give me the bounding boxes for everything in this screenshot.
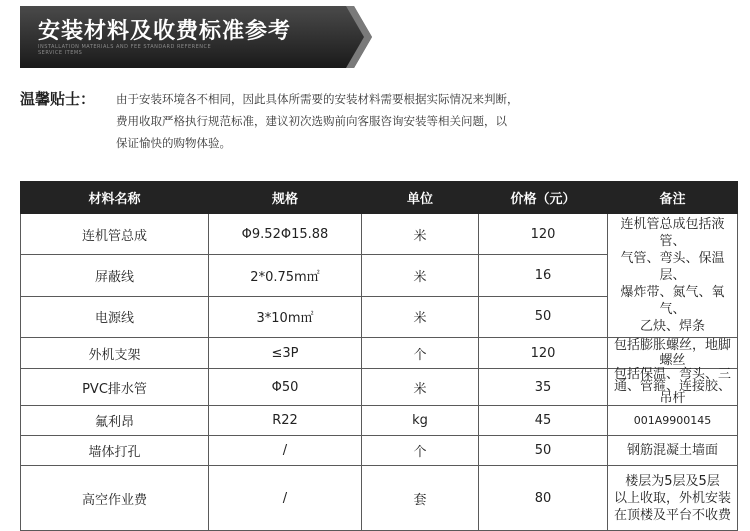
cell-spec: 2*0.75m㎡ <box>209 255 362 296</box>
cell-note: 包括膨胀螺丝，地脚螺丝 <box>608 338 738 369</box>
cell-name: 外机支架 <box>21 338 209 369</box>
table-row <box>21 406 738 436</box>
tips-line: 由于安装环境各不相同，因此具体所需要的安装材料需要根据实际情况来判断， <box>116 92 519 106</box>
cell-price: 120 <box>479 214 608 255</box>
cell-unit: 个 <box>362 436 479 466</box>
note-line: 气管、弯头、保温层、 <box>620 251 725 283</box>
materials-table <box>20 181 738 531</box>
table-row <box>21 466 738 531</box>
note-line: 爆炸带、氮气、氧气、 <box>620 285 725 317</box>
cell-spec: ≤3P <box>209 338 362 369</box>
cell-unit: kg <box>362 406 479 436</box>
note-line: 在顶楼及平台不收费 <box>613 507 731 523</box>
table-row <box>21 436 738 466</box>
banner-subtitle-line: SERVICE ITEMS <box>38 50 83 56</box>
banner-subtitle <box>38 44 211 56</box>
title-banner <box>20 6 372 68</box>
note-line: 以上收取，外机安装 <box>613 490 731 506</box>
table-row <box>21 214 738 255</box>
cell-unit: 米 <box>362 214 479 255</box>
cell-price: 50 <box>479 436 608 466</box>
cell-name: 墙体打孔 <box>21 436 209 466</box>
header-note: 备注 <box>608 182 738 214</box>
note-line: 乙炔、焊条 <box>639 319 705 334</box>
header-unit: 单位 <box>362 182 479 214</box>
cell-price: 80 <box>479 466 608 531</box>
tips-line: 费用收取严格执行规范标准，建议初次选购前向客服咨询安装等相关问题，以 <box>116 114 507 128</box>
cell-spec: R22 <box>209 406 362 436</box>
cell-note: 钢筋混凝土墙面 <box>608 436 738 466</box>
cell-price: 16 <box>479 255 608 296</box>
cell-unit: 米 <box>362 255 479 296</box>
note-line: 楼层为5层及5层 <box>625 473 720 489</box>
cell-name: 屏蔽线 <box>21 255 209 296</box>
cell-spec: 3*10m㎡ <box>209 296 362 337</box>
cell-unit: 米 <box>362 296 479 337</box>
cell-name: 连机管总成 <box>21 214 209 255</box>
cell-note <box>608 466 738 531</box>
table-row <box>21 369 738 406</box>
tips-line: 保证愉快的购物体验。 <box>116 136 231 150</box>
cell-spec: Φ9.52Φ15.88 <box>209 214 362 255</box>
cell-name: PVC排水管 <box>21 369 209 406</box>
tips-label: 温馨贴士： <box>20 90 96 108</box>
cell-name: 电源线 <box>21 296 209 337</box>
cell-note: 包括保温、弯头、三通、管箍、连接胶、吊杆 <box>608 369 738 406</box>
table-row <box>21 338 738 369</box>
header-price: 价格（元） <box>479 182 608 214</box>
cell-price: 120 <box>479 338 608 369</box>
cell-spec: Φ50 <box>209 369 362 406</box>
cell-price: 50 <box>479 296 608 337</box>
cell-unit: 米 <box>362 369 479 406</box>
cell-name: 高空作业费 <box>21 466 209 531</box>
header-material-name: 材料名称 <box>21 182 209 214</box>
banner-subtitle-line: INSTALLATION MATERIALS AND FEE STANDARD REFERENCE <box>38 44 212 50</box>
note-line: 连机管总成包括液管、 <box>620 217 725 249</box>
cell-note-group <box>608 214 738 338</box>
cell-price: 35 <box>479 369 608 406</box>
table-header-row <box>21 182 738 214</box>
cell-name: 氟利昂 <box>21 406 209 436</box>
cell-spec: / <box>209 466 362 531</box>
header-spec: 规格 <box>209 182 362 214</box>
cell-price: 45 <box>479 406 608 436</box>
cell-unit: 套 <box>362 466 479 531</box>
cell-spec: / <box>209 436 362 466</box>
cell-unit: 个 <box>362 338 479 369</box>
cell-note: 001A9900145 <box>608 406 738 436</box>
banner-title: 安装材料及收费标准参考 <box>38 19 292 44</box>
